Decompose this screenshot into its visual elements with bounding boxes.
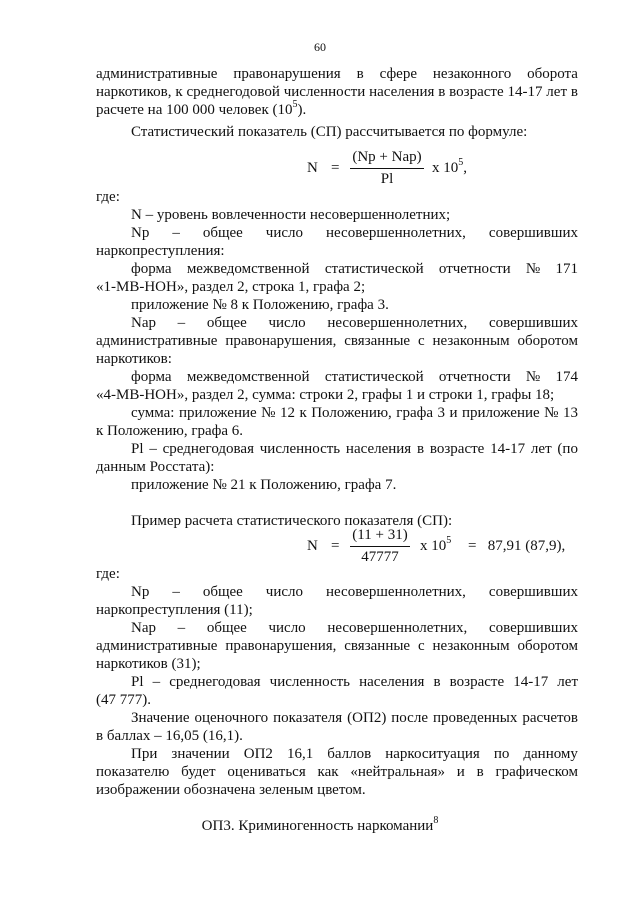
word: число	[268, 620, 306, 636]
word: в	[417, 441, 425, 457]
word: правонарушения,	[225, 333, 337, 349]
word: форма	[131, 369, 172, 385]
word: несовершеннолетних,	[326, 225, 466, 241]
word: Nap	[131, 620, 156, 636]
word: Nap	[131, 315, 156, 331]
section-heading: ОП3. Криминогенность наркомании$^8$	[201, 815, 439, 834]
word: в	[356, 66, 364, 82]
word: Pl	[131, 441, 144, 457]
word: статистической	[324, 369, 424, 385]
word: статистической	[324, 261, 424, 277]
def-form174-line-2: «4-МВ-НОН», раздел 2, сумма: строки 2, графы 1 и строки 1, графы 18;	[96, 387, 555, 403]
word: расчетов	[522, 710, 578, 726]
example-np-line-1	[131, 584, 578, 601]
word: отчетности	[438, 369, 511, 385]
word: межведомственной	[186, 261, 310, 277]
word: Np	[131, 584, 150, 600]
word: административные	[96, 333, 218, 349]
def-nap-line-3: наркотиков:	[96, 351, 172, 367]
example-nap-line-2	[96, 638, 578, 655]
formula-2-result: = 87,91 (87,9),	[468, 538, 566, 554]
word: в	[433, 674, 441, 690]
word: проведенных	[432, 710, 518, 726]
word: совершивших	[488, 620, 578, 636]
formula-1-fraction	[346, 149, 428, 188]
score-line-2: в баллах – 16,05 (16,1).	[96, 728, 243, 744]
formula-2-denominator: 47777	[361, 549, 399, 565]
word: связанные	[344, 333, 411, 349]
word: несовершеннолетних,	[326, 584, 466, 600]
word: как	[317, 764, 339, 780]
formula-1-denominator: Pl	[380, 171, 394, 187]
word: в	[438, 84, 446, 100]
intro-line-3: расчете на 100 000 человек $(10^5)$.	[96, 99, 307, 118]
word: баллов	[327, 746, 372, 762]
word: Pl	[131, 674, 144, 690]
word: административные	[96, 66, 218, 82]
word: данному	[523, 746, 578, 762]
def-n: N – уровень вовлеченности несовершеннолетних;	[131, 207, 451, 223]
word: число	[265, 584, 304, 600]
word: форма	[131, 261, 172, 277]
word: несовершеннолетних,	[327, 315, 468, 331]
example-pl-line-2: (47 777).	[96, 692, 151, 708]
word: к	[299, 405, 307, 421]
word: и	[449, 405, 458, 421]
word: административные	[96, 638, 218, 654]
word: совершивших	[488, 315, 578, 331]
word: совершивших	[488, 584, 578, 600]
word: –	[177, 620, 186, 636]
formula-2-eq: =	[331, 538, 340, 554]
word: возрасте	[449, 84, 504, 100]
word: населения	[369, 84, 435, 100]
word: №	[544, 405, 559, 421]
word: лет	[546, 84, 567, 100]
word: среднегодовой	[186, 84, 280, 100]
def-form171-line-1	[131, 261, 578, 278]
example-nap-line-3: наркотиков (31);	[96, 656, 201, 672]
def-app8: приложение № 8 к Положению, графа 3.	[131, 297, 389, 313]
word: №	[525, 261, 541, 277]
word: среднегодовая	[162, 441, 254, 457]
word: населения	[359, 674, 425, 690]
formula-2-multiplier: x $10^5$	[420, 535, 452, 554]
word: 13	[562, 405, 578, 421]
word: приложение	[461, 405, 540, 421]
word: с	[417, 638, 425, 654]
word: оборота	[527, 66, 578, 82]
word: численности	[283, 84, 366, 100]
word: (ОП2)	[347, 710, 387, 726]
word: численность	[259, 441, 341, 457]
word: 12	[279, 405, 295, 421]
word: незаконного	[432, 66, 512, 82]
def-form174-line-1	[131, 369, 578, 386]
word: оцениваться	[227, 764, 306, 780]
word: оборотом	[517, 638, 578, 654]
formula-1-lhs: N	[307, 160, 318, 176]
word: –	[172, 225, 180, 241]
example-title: Пример расчета статистического показателя (СП):	[131, 513, 453, 529]
formula-1-multiplier: x $10^5$,	[432, 157, 467, 176]
word: число	[268, 315, 306, 331]
word: графическом	[495, 764, 578, 780]
word: –	[172, 584, 180, 600]
word: приложение	[178, 405, 257, 421]
page-number: 60	[314, 40, 326, 54]
word: сфере	[379, 66, 417, 82]
word: значении	[171, 746, 230, 762]
intro-line-1	[96, 66, 578, 83]
def-sum-line-1	[131, 405, 578, 422]
def-np-line-2: наркопреступления:	[96, 243, 225, 259]
word: численность	[269, 674, 351, 690]
where-label-1: где:	[96, 189, 120, 205]
word: 3	[437, 405, 445, 421]
formula-1-eq: =	[331, 160, 340, 176]
example-pl-line-1	[131, 674, 578, 691]
formula-2-lhs: N	[307, 538, 318, 554]
word: 14-17	[513, 674, 549, 690]
word: незаконным	[432, 333, 510, 349]
word: –	[177, 315, 186, 331]
word: оценочного	[194, 710, 269, 726]
word: 174	[555, 369, 578, 385]
word: общее	[206, 620, 247, 636]
word: к	[175, 84, 183, 100]
intro-line-2	[96, 84, 578, 101]
word: возрасте	[449, 674, 505, 690]
word: –	[152, 674, 161, 690]
conclusion-line-2	[96, 764, 578, 781]
def-np-line-1	[131, 225, 578, 242]
word: межведомственной	[186, 369, 310, 385]
word: связанные	[344, 638, 411, 654]
word: лет	[530, 441, 552, 457]
where-label-2: где:	[96, 566, 120, 582]
word: отчетности	[438, 261, 511, 277]
word: (по	[557, 441, 578, 457]
word: среднегодовая	[169, 674, 261, 690]
word: наркоситуация	[385, 746, 480, 762]
word: графа	[396, 405, 433, 421]
word: 14-17	[507, 84, 543, 100]
word: 14-17	[490, 441, 526, 457]
word: будет	[181, 764, 216, 780]
word: №	[525, 369, 541, 385]
word: Положению,	[311, 405, 392, 421]
conclusion-line-3: изображении обозначена зеленым цветом.	[96, 782, 366, 798]
word: сумма:	[131, 405, 175, 421]
def-sum-line-2: к Положению, графа 6.	[96, 423, 244, 439]
word: правонарушения	[233, 66, 341, 82]
word: лет	[557, 674, 578, 690]
example-np-line-2: наркопреступления (11);	[96, 602, 253, 618]
word: ОП2	[243, 746, 273, 762]
word: возрасте	[429, 441, 485, 457]
word: оборотом	[517, 333, 578, 349]
word: 171	[555, 261, 578, 277]
word: №	[261, 405, 276, 421]
word: общее	[202, 584, 243, 600]
word: показателя	[273, 710, 343, 726]
example-nap-line-1	[131, 620, 578, 637]
word: незаконным	[432, 638, 510, 654]
word: общее	[202, 225, 243, 241]
word: правонарушения,	[225, 638, 337, 654]
word: в	[570, 84, 578, 100]
word: с	[417, 333, 425, 349]
def-pl-line-2: данным Росстата):	[96, 459, 215, 475]
word: совершивших	[488, 225, 578, 241]
word: населения	[345, 441, 412, 457]
formula-1-numerator: (Np + Nap)	[350, 149, 423, 169]
footnote-marker: 8	[433, 815, 439, 826]
word: несовершеннолетних,	[327, 620, 468, 636]
formula-2-fraction	[346, 527, 414, 566]
def-app21: приложение № 21 к Положению, графа 7.	[131, 477, 397, 493]
conclusion-line-1	[131, 746, 578, 763]
word: и	[456, 764, 465, 780]
word: Значение	[131, 710, 190, 726]
word: после	[391, 710, 428, 726]
def-nap-line-2	[96, 333, 578, 350]
word: общее	[206, 315, 247, 331]
word: показателю	[96, 764, 170, 780]
word: 16,1	[286, 746, 314, 762]
score-line-1	[131, 710, 578, 727]
formula-2-numerator: (11 + 31)	[350, 527, 409, 547]
word: «нейтральная»	[350, 764, 445, 780]
word: по	[493, 746, 510, 762]
word: наркотиков,	[96, 84, 172, 100]
def-nap-line-1	[131, 315, 578, 332]
word: число	[265, 225, 304, 241]
word: в	[476, 764, 484, 780]
word: –	[149, 441, 157, 457]
def-pl-line-1	[131, 441, 578, 458]
formula-intro: Статистический показатель (СП) рассчитывается по формуле:	[131, 124, 528, 140]
word: Np	[131, 225, 150, 241]
def-form171-line-2: «1-МВ-НОН», раздел 2, строка 1, графа 2;	[96, 279, 366, 295]
word: При	[131, 746, 158, 762]
